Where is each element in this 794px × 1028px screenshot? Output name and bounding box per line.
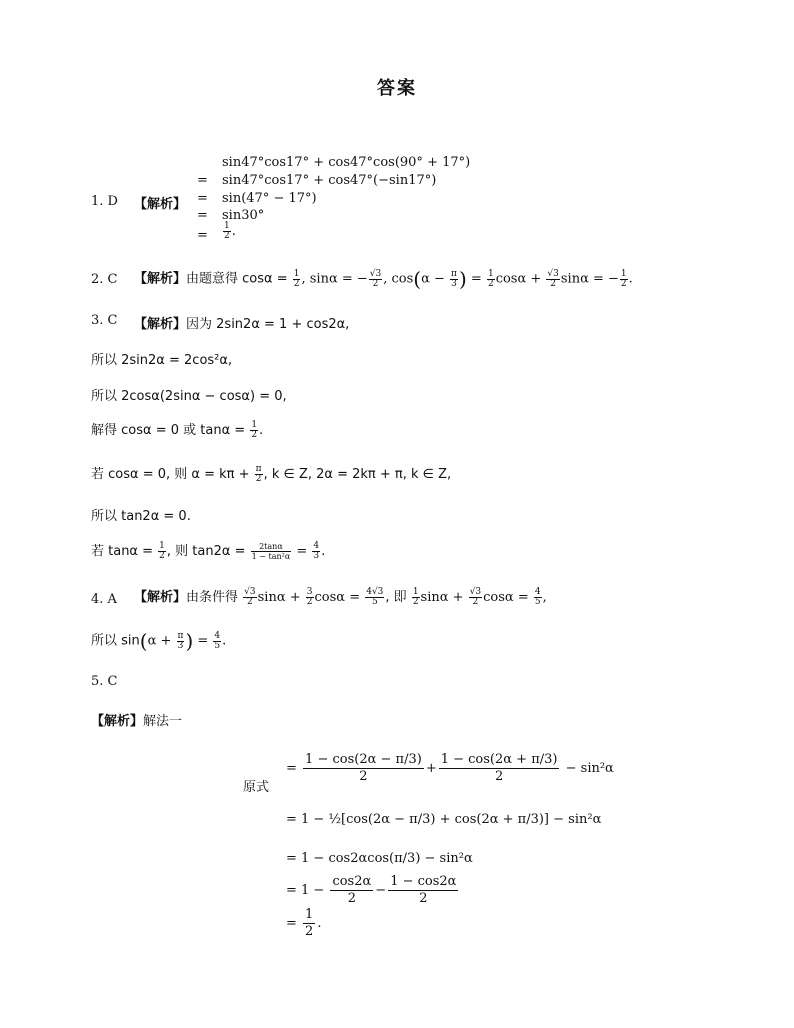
q3-line-3: 所以 2cosα(2sinα − cosα) = 0,: [91, 389, 287, 404]
q5-number: 5. C: [91, 674, 118, 689]
q4-line-1: 【解析】由条件得 $\frac{√3}{2}$ sinα + $\frac{3}{2}$ cosα = $\frac{4√3}{5}$ , 即 $\frac{1}{2}$ sinα + $\frac{√3}{2}$ cosα = $\frac{4}{5}$ ,: [134, 587, 547, 607]
q1-eq-2: =: [197, 173, 208, 188]
q3-line-4: 解得 cosα = 0 或 tanα = $\frac{1}{2}$ .: [91, 420, 264, 440]
q5-method-line: 【解析】解法一: [91, 714, 183, 729]
q1-eq-4: =: [197, 208, 208, 223]
q1-number: 1. D: [91, 194, 118, 209]
q5-row-5: = $\frac{1}{2}$ .: [286, 907, 322, 939]
q3-line-1: 【解析】因为 2sin2α = 1 + cos2α,: [134, 317, 350, 332]
q3-line-5: 若 cosα = 0, 则 α = kπ + $\frac{\pi}{2}$ , k ∈ Z, 2α = 2kπ + π, k ∈ Z,: [91, 464, 452, 484]
q1-eq-5: =: [197, 228, 208, 243]
q1-line-1: sin47°cos17° + cos47°cos(90° + 17°): [222, 155, 471, 170]
q5-label: 原式: [243, 780, 270, 795]
q2-number: 2. C: [91, 272, 118, 287]
q5-r1-frac-2: $\frac{1 - \cos(2\alpha + \pi/3)}{2}$: [440, 752, 558, 784]
q3-line-6: 所以 tan2α = 0.: [91, 509, 191, 524]
q4-number: 4. A: [91, 592, 117, 607]
q3-line-7: 若 tanα = $\frac{1}{2}$ , 则 tan2α = $\frac{2\tan\alpha}{\text{1 − tan²α}}$ = $\frac{4}{3}$ .: [91, 541, 326, 561]
page-title: 答案: [377, 78, 417, 99]
q5-r1-frac-1: $\frac{1 - \cos(2\alpha - \pi/3)}{2}$: [305, 752, 422, 784]
q5-row-3: = 1 − cos2αcos(π/3) − sin²α: [286, 851, 473, 866]
q5-row-2: = 1 − ½[cos(2α − π/3) + cos(2α + π/3)] − sin²α: [286, 812, 602, 827]
q1-analysis-tag: 【解析】: [134, 197, 187, 212]
q5-row-4: = 1 − $\frac{\cos 2\alpha}{2}$ − $\frac{1 - \cos 2\alpha}{2}$: [286, 874, 457, 906]
q1-line-5: $\frac{1}{2}$ .: [224, 221, 236, 241]
q1-line-4: sin30°: [222, 208, 265, 223]
q1-result-fraction: $\frac{1}{2}$: [224, 221, 230, 241]
q5-row-1: = $\frac{1 - \cos(2\alpha - \pi/3)}{2}$ + $\frac{1 - \cos(2\alpha + \pi/3)}{2}$ − sin²α: [286, 752, 614, 784]
q3-number: 3. C: [91, 313, 118, 328]
q1-line-2: sin47°cos17° + cos47°(−sin17°): [222, 173, 437, 188]
q3-line-2: 所以 2sin2α = 2cos²α,: [91, 353, 233, 368]
q1-line-3: sin(47° − 17°): [222, 191, 317, 206]
q4-line-2: 所以 sin(α + $\frac{\pi}{3}$ ) = $\frac{4}{5}$ .: [91, 629, 227, 653]
q2-body: 【解析】由题意得 cosα = $\frac{1}{2}$ , sinα = − $\frac{√3}{2}$ , cos(α − $\frac{\pi}{3}$ ) = $\frac{1}{2}$ cosα + $\frac{√3}{2}$ sinα = − $\frac{1}{2}$ .: [134, 267, 633, 291]
q1-eq-3: =: [197, 191, 208, 206]
